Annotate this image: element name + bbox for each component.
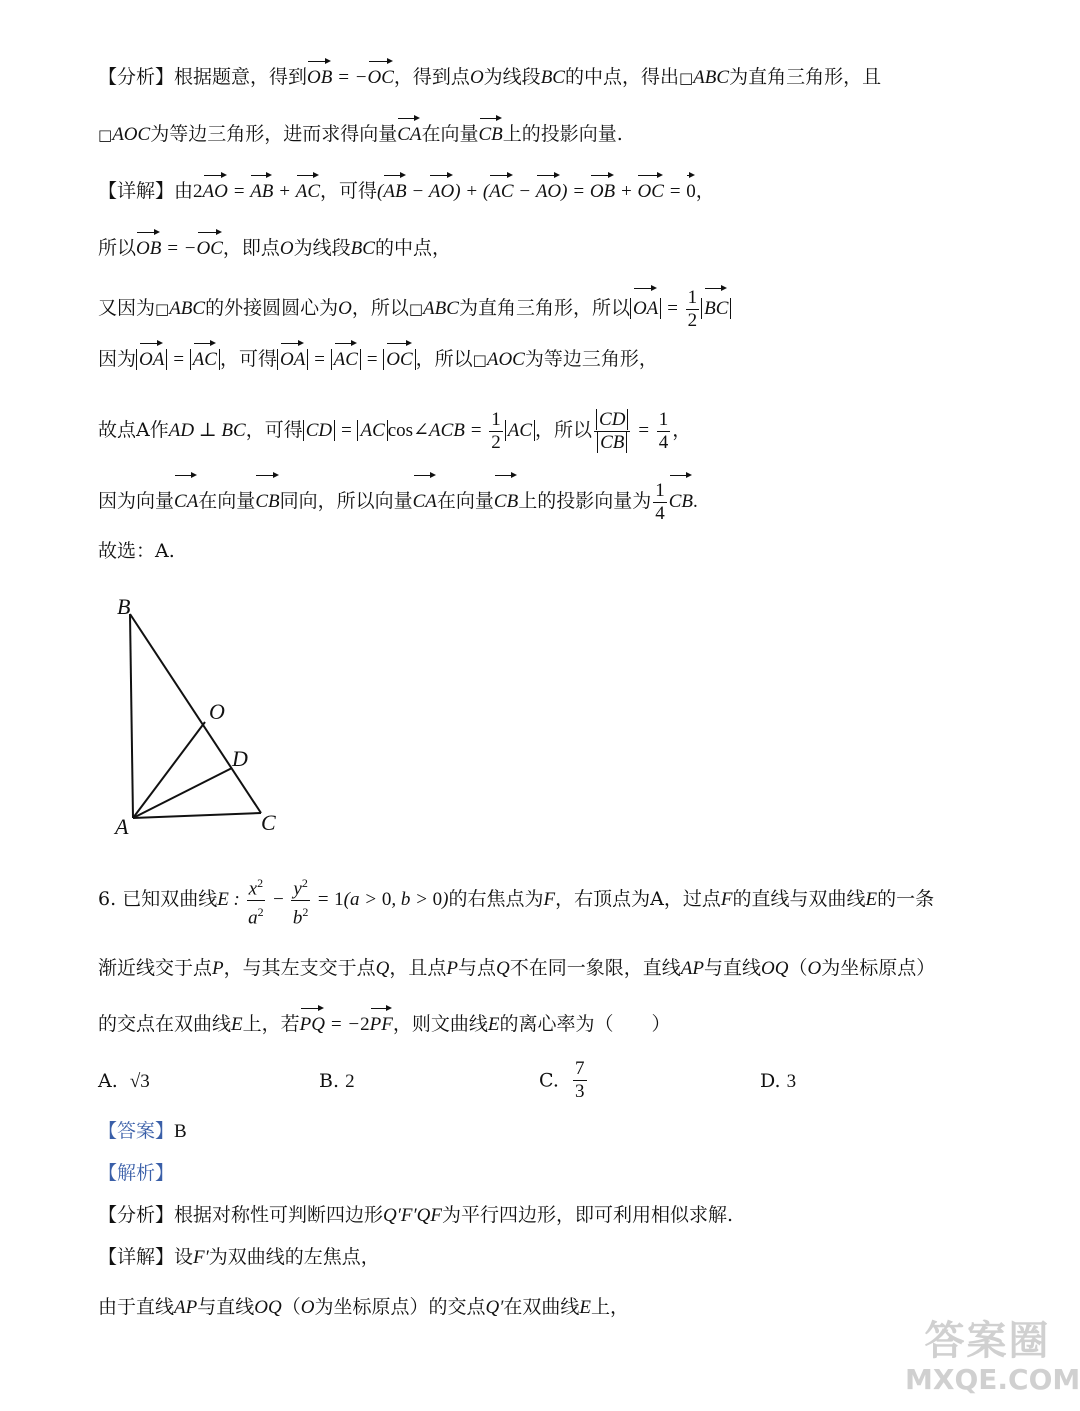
text: 因为 bbox=[98, 348, 137, 370]
fraction-denominator: 3 bbox=[575, 1081, 585, 1102]
question6-line-1: 6. 已知双曲线E : $\frac{x^2}{a^2}$ − $\frac{y^2}{b^2}$ = 1(a > 0, b > 0)的右焦点为F，右顶点为A，过点F的直线与双曲线E的一条 bbox=[98, 872, 1020, 930]
text: 上的投影向量. bbox=[502, 123, 623, 145]
text: 又因为 bbox=[98, 296, 156, 319]
formula: OB = −OC bbox=[307, 67, 394, 88]
text: 为坐标原点） bbox=[821, 957, 936, 979]
analysis-line-1 bbox=[98, 64, 1020, 91]
text: 的右焦点为 bbox=[448, 888, 544, 911]
text: 为线段 bbox=[293, 237, 351, 259]
answer-tag: 【答案】 bbox=[98, 1120, 175, 1142]
vector-cb: CB bbox=[255, 479, 279, 525]
option-b[interactable] bbox=[319, 1068, 355, 1095]
text: 在向量 bbox=[421, 123, 479, 145]
triangle-symbol: □ bbox=[155, 299, 170, 318]
text: 上， bbox=[590, 1296, 629, 1318]
fraction-numerator: 7 bbox=[575, 1058, 585, 1079]
detail-tag: 【详解】 bbox=[98, 180, 175, 202]
option-d[interactable] bbox=[760, 1068, 796, 1095]
triangle-symbol: □ bbox=[408, 299, 424, 318]
text: 设 bbox=[174, 1246, 194, 1268]
text: （ bbox=[788, 957, 808, 979]
text: ，所以 bbox=[535, 419, 593, 441]
text: ，得到点 bbox=[393, 66, 470, 88]
formula: BC bbox=[350, 238, 375, 259]
segment-ao bbox=[133, 722, 205, 818]
question6-line-2: 渐近线交于点P，与其左支交于点Q，且点P与点Q不在同一象限，直线AP与直线OQ（O为坐标原点） bbox=[98, 957, 936, 979]
formula: O bbox=[338, 297, 352, 319]
text: 为等边三角形， bbox=[524, 348, 658, 370]
label-c: C bbox=[261, 810, 276, 835]
text: ，可得 bbox=[320, 180, 378, 202]
text: ，与其左支交于点 bbox=[223, 957, 376, 979]
text: 在向量 bbox=[436, 490, 494, 512]
option-label: D. bbox=[760, 1070, 781, 1092]
option-value: √3 bbox=[129, 1071, 150, 1092]
answer-analysis-line: 【分析】根据对称性可判断四边形Q′F′QF为平行四边形，即可利用相似求解. bbox=[98, 1204, 734, 1226]
text: 的中点，得出 bbox=[564, 66, 679, 88]
text: 由 bbox=[174, 180, 194, 202]
text: 的离心率为（ ） bbox=[499, 1013, 671, 1035]
site-watermark bbox=[905, 1318, 1080, 1408]
vector-cb: CB bbox=[494, 479, 518, 525]
formula: $\frac{CD}{CB}$ = $\frac{1}{4}$ bbox=[592, 420, 672, 441]
text: ，右顶点为A，过点 bbox=[555, 888, 721, 911]
text: 根据对称性可判断四边形 bbox=[174, 1204, 384, 1226]
option-value: 2 bbox=[345, 1071, 355, 1092]
detail-line-1: 【详解】由2AO = AB + AC，可得(AB − AO) + (AC − AO) = OB + OC = 0， bbox=[98, 178, 1020, 205]
text: 在向量 bbox=[198, 490, 256, 512]
choose-line bbox=[98, 538, 1020, 564]
hyperbola-equation: E : $\frac{x^2}{a^2}$ − $\frac{y^2}{b^2}$ = 1(a > 0, b > 0) bbox=[217, 889, 448, 910]
option-value: 3 bbox=[786, 1071, 797, 1092]
vector-cb: CB bbox=[479, 122, 503, 148]
formula: $\frac{1}{4}$ CB bbox=[655, 480, 693, 525]
text: 与直线 bbox=[703, 957, 761, 979]
text: 的直线与双曲线 bbox=[732, 888, 866, 911]
text: 与直线 bbox=[197, 1296, 255, 1318]
detail-line-5: 故点A作AD ⊥ BC，可得 CD = AC cos∠ACB = $\frac{1}{2}$ AC ，所以 $\frac{CD}{CB}$ = $\frac{1}{4}$ ， bbox=[98, 409, 692, 454]
formula: BC bbox=[540, 67, 565, 88]
formula: OB = −OC bbox=[136, 238, 223, 259]
label-d: D bbox=[232, 746, 248, 771]
segment-bc bbox=[130, 614, 261, 813]
question-number: 6. bbox=[98, 888, 117, 911]
text: 故点A作 bbox=[98, 419, 169, 441]
text: ，且点 bbox=[389, 957, 447, 979]
text: 为双曲线的左焦点， bbox=[208, 1246, 380, 1268]
question6-line-3: 的交点在双曲线E上，若PQ = −2PF，则文曲线E的离心率为（ ） bbox=[98, 1011, 1020, 1038]
formula: OA = $\frac{1}{2}$ BC bbox=[630, 298, 731, 319]
formula: O bbox=[469, 67, 484, 88]
option-label: B. bbox=[319, 1070, 340, 1092]
formula: OA = AC = OC bbox=[277, 349, 416, 370]
text: 的交点在双曲线 bbox=[98, 1013, 232, 1035]
text: 为线段 bbox=[483, 66, 541, 88]
label-b: B bbox=[117, 594, 131, 619]
formula: AOC bbox=[486, 349, 525, 370]
answer-value: B bbox=[174, 1121, 187, 1142]
detail-line-6: 因为向量CA在向量CB同向，所以向量CA在向量CB上的投影向量为 $\frac{1}{4}$ CB. bbox=[98, 480, 698, 525]
text: ，则文曲线 bbox=[392, 1013, 488, 1035]
text: 已知双曲线 bbox=[122, 888, 218, 911]
jiexi-tag: 【解析】 bbox=[98, 1162, 175, 1184]
segment-ad bbox=[133, 768, 232, 818]
formula: AD ⊥ BC bbox=[168, 420, 246, 441]
text: 上，若 bbox=[242, 1013, 300, 1035]
formula: ABC bbox=[169, 297, 206, 319]
text: ，即点 bbox=[222, 237, 280, 259]
formula: (AB − AO) + (AC − AO) = OB + OC = 0 bbox=[377, 181, 696, 202]
text: ，可得 bbox=[219, 348, 277, 370]
option-c[interactable] bbox=[539, 1058, 589, 1103]
answer-line bbox=[98, 1118, 1020, 1145]
text: 上的投影向量为 bbox=[518, 490, 652, 512]
text: 为平行四边形，即可利用相似求解. bbox=[442, 1204, 734, 1226]
formula: CD = AC cos∠ACB = $\frac{1}{2}$ AC bbox=[303, 420, 535, 441]
label-a: A bbox=[115, 814, 129, 839]
vector-ca: CA bbox=[413, 479, 437, 525]
detail-line-4 bbox=[98, 346, 1020, 373]
formula: PQ = −2PF bbox=[300, 1014, 393, 1035]
option-value bbox=[573, 1058, 587, 1103]
formula: AOC bbox=[112, 124, 151, 145]
analysis-line-2 bbox=[98, 121, 1020, 148]
triangle-symbol: □ bbox=[98, 126, 113, 144]
analysis-tag: 【分析】 bbox=[98, 1204, 175, 1226]
formula: ABC bbox=[423, 297, 459, 319]
text: 根据题意，得到 bbox=[174, 66, 308, 88]
text: 的中点， bbox=[374, 237, 451, 259]
answer-detail-line: 【详解】设F′为双曲线的左焦点， bbox=[98, 1246, 380, 1268]
text: （ bbox=[281, 1296, 301, 1318]
text: 在双曲线 bbox=[503, 1296, 580, 1318]
segment-ac bbox=[133, 813, 261, 818]
detail-line-3 bbox=[98, 287, 1020, 332]
triangle-symbol: □ bbox=[472, 351, 487, 369]
triangle-figure bbox=[95, 590, 315, 850]
label-o: O bbox=[209, 699, 225, 724]
option-label: A. bbox=[98, 1070, 118, 1092]
choose-text: 故选：A. bbox=[98, 540, 175, 562]
text: 为坐标原点）的交点 bbox=[314, 1296, 486, 1318]
text: ，可得 bbox=[245, 419, 303, 441]
triangle-symbol: □ bbox=[678, 69, 694, 87]
formula: 2AO = AB + AC bbox=[193, 181, 320, 202]
text: 因为向量 bbox=[98, 490, 175, 512]
text: 的外接圆圆心为 bbox=[205, 296, 339, 319]
formula: O bbox=[279, 238, 294, 259]
segment-ba bbox=[130, 614, 133, 818]
text: 由于直线 bbox=[98, 1296, 175, 1318]
vector-ca: CA bbox=[397, 122, 421, 148]
option-label: C. bbox=[539, 1069, 559, 1092]
text: 为直角三角形，所以 bbox=[458, 296, 630, 319]
formula: OA = AC bbox=[136, 349, 220, 370]
watermark-cn: 答案圈 bbox=[924, 1318, 1051, 1364]
detail-tag: 【详解】 bbox=[98, 1246, 175, 1268]
text: 所以 bbox=[98, 237, 137, 259]
option-a[interactable] bbox=[98, 1068, 150, 1095]
formula: ABC bbox=[693, 67, 730, 88]
detail-line-2 bbox=[98, 235, 1020, 262]
answer-last-line: 由于直线AP与直线OQ（O为坐标原点）的交点Q′在双曲线E上， bbox=[98, 1296, 629, 1318]
text: 不在同一象限，直线 bbox=[509, 957, 681, 979]
watermark-en: MXQE.COM bbox=[905, 1363, 1080, 1396]
text: ，所以 bbox=[351, 296, 409, 319]
jiexi-line bbox=[98, 1160, 1020, 1186]
text: 同向，所以向量 bbox=[279, 490, 413, 512]
vector-ca: CA bbox=[174, 479, 198, 525]
text: 与点 bbox=[458, 957, 497, 979]
text: 渐近线交于点 bbox=[98, 957, 213, 979]
text: 为等边三角形，进而求得向量 bbox=[150, 123, 398, 145]
text: 为直角三角形，且 bbox=[729, 66, 882, 88]
text: ，所以 bbox=[415, 348, 473, 370]
text: 的一条 bbox=[877, 888, 935, 911]
analysis-tag: 【分析】 bbox=[98, 66, 175, 88]
